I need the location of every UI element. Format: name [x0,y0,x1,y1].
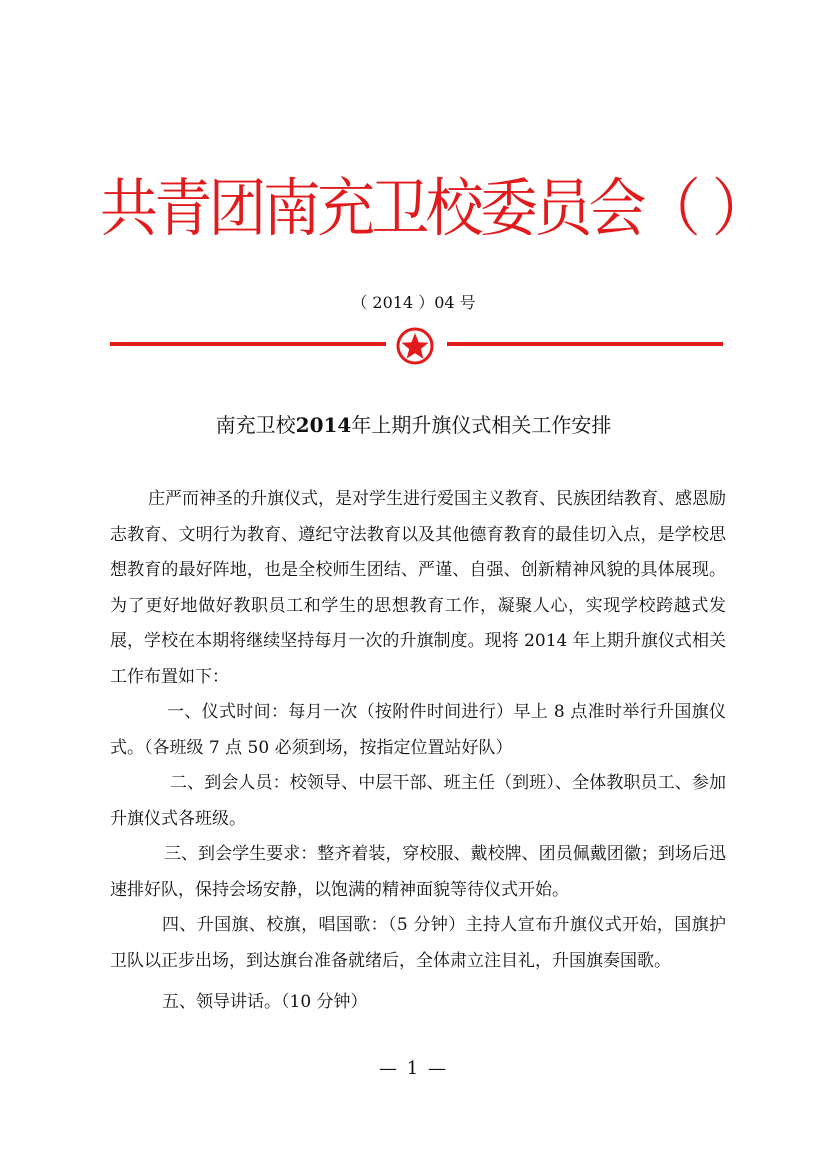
subject-prefix: 南充卫校 [215,413,296,437]
intro-paragraph: 庄严而神圣的升旗仪式，是对学生进行爱国主义教育、民族团结教育、感恩励志教育、文明行为教育、遵纪守法教育以及其他德育教育的最佳切入点，是学校思想教育的最好阵地，也是全校师生团结、严谨、自强、创新精神风貌的具体展现。为了更好地做好教职员工和学生的思想教育工作，凝聚人心，实现学校跨越式发展，学校在本期将继续坚持每月一次的升旗制度。现将 2014 年上期升旗仪式相关工作布置如下： [110,489,726,687]
star-circle-icon [396,327,434,365]
red-rule-right [447,342,723,346]
page-number: — 1 — [379,1058,448,1079]
item-attendees: 二、到会人员：校领导、中层干部、班主任（到班）、全体教职员工、参加升旗仪式各班级。 [110,773,726,829]
subject-suffix: 年上期升旗仪式相关工作安排 [351,413,612,437]
item-leader-speech: 五、领导讲话。（10 分钟） [162,992,368,1012]
red-rule-left [110,342,386,346]
document-body [110,482,726,1021]
item-flag-raising: 四、升国旗、校旗，唱国歌：（5 分钟）主持人宣布升旗仪式开始，国旗护卫队以正步出场，到达旗台准备就绪后，全体肃立注目礼，升国旗奏国歌。 [110,915,726,971]
subject-year: 2014 [295,413,352,437]
item-ceremony-time: 一、仪式时间：每月一次（按附件时间进行）早上 8 点准时举行升国旗仪式。（各班级 7 点 50 必须到场，按指定位置站好队） [110,702,726,758]
item-student-requirements: 三、到会学生要求：整齐着装，穿校服、戴校牌、团员佩戴团徽；到场后迅速排好队，保持会场安静，以饱满的精神面貌等待仪式开始。 [110,844,726,900]
document-number: （ 2014 ）04 号 [351,293,476,312]
document-subject [0,409,827,441]
issuer-title: 共青团南充卫校委员会（ ） [100,172,767,245]
